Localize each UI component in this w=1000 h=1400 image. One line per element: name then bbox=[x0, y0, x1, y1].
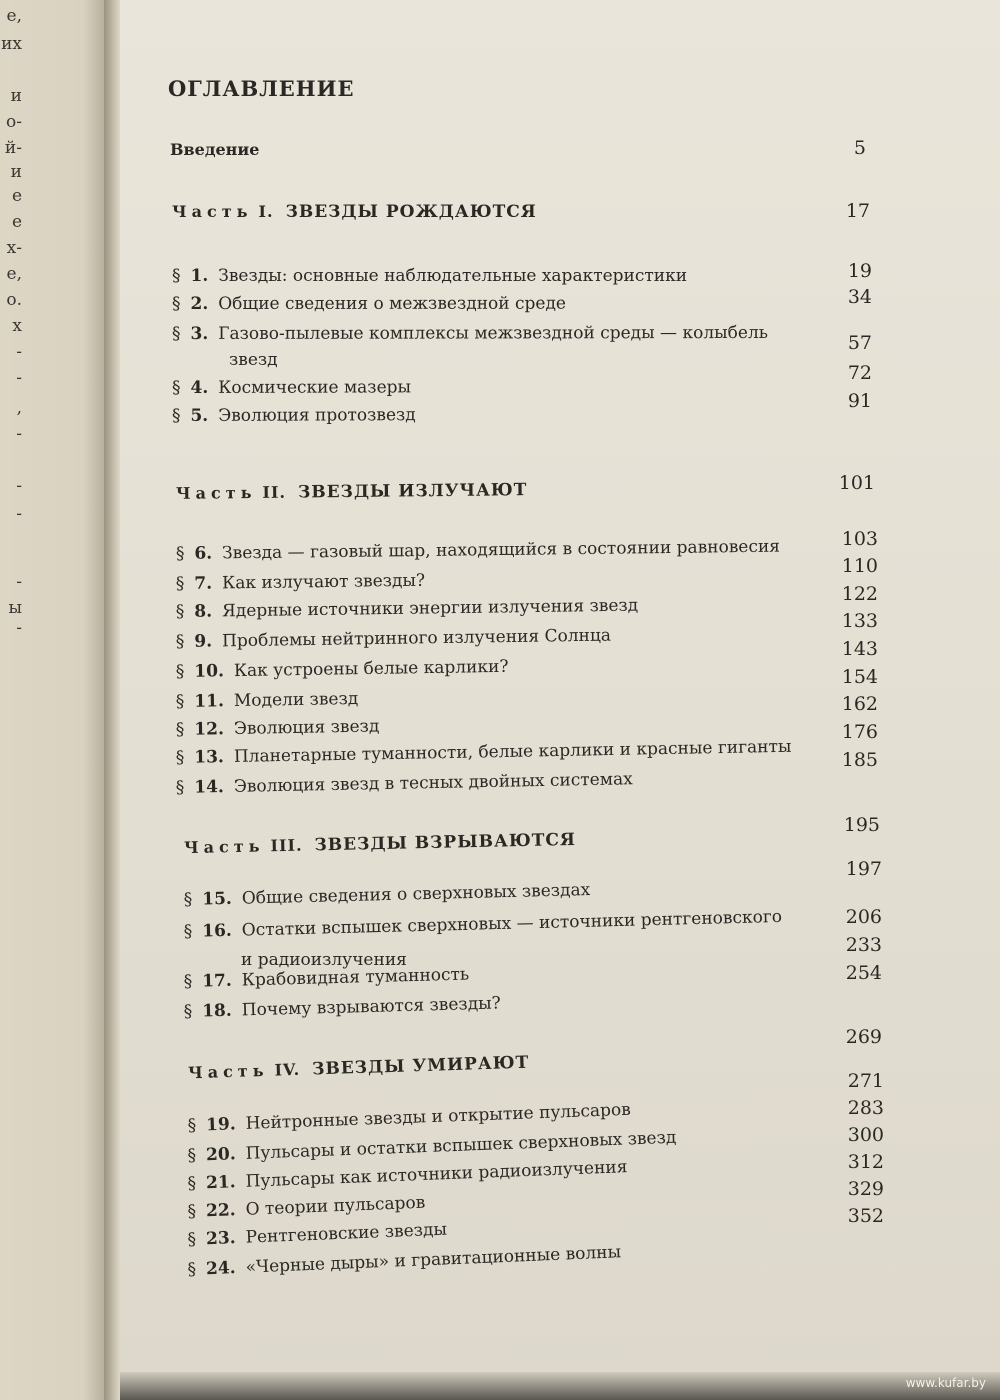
section-page: 312 bbox=[847, 1151, 884, 1173]
toc-entry[interactable] bbox=[172, 258, 687, 286]
part-number: IV. bbox=[274, 1059, 301, 1080]
left-fragment: - bbox=[16, 368, 22, 388]
section-number: 15. bbox=[202, 888, 233, 910]
left-fragment: - bbox=[16, 424, 22, 444]
section-number: 12. bbox=[194, 719, 225, 740]
section-title: Эволюция звезд в тесных двойных системах bbox=[233, 769, 633, 797]
section-page: 110 bbox=[841, 555, 878, 577]
section-page: 57 bbox=[847, 332, 872, 354]
section-number: 10. bbox=[194, 661, 225, 682]
left-fragment: - bbox=[16, 572, 22, 592]
section-symbol: § bbox=[187, 1115, 197, 1136]
left-fragment: - bbox=[16, 618, 22, 638]
left-fragment: х- bbox=[6, 238, 22, 258]
part-title: ЗВЕЗДЫ ИЗЛУЧАЮТ bbox=[297, 480, 528, 503]
section-number: 23. bbox=[205, 1228, 237, 1250]
section-symbol: § bbox=[171, 405, 181, 426]
part-label: Часть bbox=[172, 202, 253, 221]
section-page: 283 bbox=[847, 1097, 884, 1119]
section-symbol: § bbox=[183, 1001, 193, 1022]
section-title: Как излучают звезды? bbox=[221, 570, 426, 594]
section-page: 176 bbox=[841, 721, 878, 743]
part-title: ЗВЕЗДЫ РОЖДАЮТСЯ bbox=[285, 202, 537, 222]
section-page: 143 bbox=[841, 638, 878, 660]
part-page: 195 bbox=[843, 814, 880, 836]
section-title: Как устроены белые карлики? bbox=[233, 656, 509, 682]
section-title: Планетарные туманности, белые карлики и красные гиганты bbox=[233, 736, 792, 767]
section-page: 300 bbox=[847, 1124, 884, 1146]
section-symbol: § bbox=[175, 747, 185, 768]
part-label: Часть bbox=[183, 836, 265, 858]
section-symbol: § bbox=[187, 1173, 197, 1194]
section-symbol: § bbox=[175, 719, 185, 740]
section-symbol: § bbox=[175, 543, 185, 564]
section-page: 197 bbox=[845, 858, 882, 880]
section-title: Космические мазеры bbox=[218, 377, 412, 398]
section-symbol: § bbox=[187, 1201, 197, 1222]
section-title: Остатки вспышек сверхновых — источники рентгеновского bbox=[241, 906, 783, 941]
part-title: ЗВЕЗДЫ ВЗРЫВАЮТСЯ bbox=[314, 829, 577, 856]
part-label: Часть bbox=[187, 1060, 269, 1083]
section-page: 162 bbox=[841, 693, 878, 715]
left-fragment: е bbox=[11, 212, 22, 232]
section-title: О теории пульсаров bbox=[245, 1192, 426, 1220]
section-title: Модели звезд bbox=[233, 688, 359, 712]
left-fragment: и bbox=[10, 86, 22, 106]
toc-entry[interactable] bbox=[176, 529, 780, 564]
toc-entry[interactable] bbox=[176, 681, 359, 712]
section-title: Эволюция звезд bbox=[233, 716, 380, 739]
section-title: Крабовидная туманность bbox=[241, 964, 470, 991]
section-title: Нейтронные звезды и открытие пульсаров bbox=[245, 1099, 632, 1134]
part-page: 101 bbox=[838, 472, 875, 494]
left-fragment: о- bbox=[6, 112, 22, 132]
section-page: 34 bbox=[847, 286, 872, 308]
section-title: Звезда — газовый шар, находящийся в состоянии равновесия bbox=[222, 536, 781, 564]
intro-page: 5 bbox=[853, 137, 866, 159]
section-number: 22. bbox=[205, 1200, 237, 1222]
section-number: 16. bbox=[201, 920, 233, 942]
part-number: III. bbox=[270, 835, 303, 856]
section-page: 233 bbox=[845, 934, 882, 956]
section-symbol: § bbox=[175, 573, 185, 594]
page-title: ОГЛАВЛЕНИЕ bbox=[168, 76, 355, 101]
section-symbol: § bbox=[175, 631, 185, 652]
section-symbol: § bbox=[172, 266, 181, 286]
section-title: Пульсары как источники радиоизлучения bbox=[245, 1157, 628, 1192]
section-symbol: § bbox=[175, 691, 185, 712]
part-number: II. bbox=[262, 482, 287, 502]
left-fragment: е, bbox=[6, 264, 22, 284]
section-symbol: § bbox=[171, 377, 181, 398]
section-symbol: § bbox=[187, 1145, 197, 1166]
section-number: 3. bbox=[190, 323, 209, 344]
section-page: 91 bbox=[847, 390, 872, 412]
left-fragment: ы bbox=[8, 598, 22, 618]
section-title: Ядерные источники энергии излучения звезд bbox=[221, 595, 639, 622]
left-fragment: - bbox=[16, 504, 22, 524]
toc-entry[interactable] bbox=[172, 315, 768, 344]
part-title: ЗВЕЗДЫ УМИРАЮТ bbox=[311, 1052, 530, 1080]
left-fragment: о. bbox=[6, 290, 22, 310]
section-symbol: § bbox=[187, 1259, 197, 1280]
section-page: 185 bbox=[841, 749, 878, 771]
left-fragment: - bbox=[16, 342, 22, 362]
toc-entry-continuation bbox=[229, 342, 278, 370]
left-fragment: е bbox=[11, 186, 22, 206]
section-page: 133 bbox=[841, 610, 878, 632]
part-heading bbox=[172, 202, 537, 222]
section-symbol: § bbox=[175, 601, 185, 622]
section-number: 11. bbox=[194, 691, 225, 712]
section-symbol: § bbox=[171, 323, 181, 344]
section-title: Газово-пылевые комплексы межзвездной среды — колыбель bbox=[218, 322, 769, 344]
section-title: Звезды: основные наблюдательные характеристики bbox=[218, 266, 688, 286]
toc-entry[interactable] bbox=[172, 369, 411, 398]
section-page: 72 bbox=[847, 362, 872, 384]
left-fragment: х bbox=[12, 316, 22, 336]
section-symbol: § bbox=[171, 293, 181, 314]
section-title: Почему взрываются звезды? bbox=[241, 993, 502, 1021]
section-page: 19 bbox=[847, 260, 872, 282]
section-number: 2. bbox=[190, 293, 209, 314]
section-number: 14. bbox=[194, 777, 225, 798]
section-number: 19. bbox=[205, 1114, 237, 1136]
section-title: Общие сведения о межзвездной среде bbox=[218, 293, 566, 314]
left-fragment: и bbox=[10, 162, 22, 182]
section-page: 103 bbox=[841, 528, 878, 550]
section-number: 24. bbox=[205, 1258, 237, 1280]
section-number: 4. bbox=[190, 377, 209, 398]
section-title-line2: звезд bbox=[229, 350, 278, 370]
left-fragment: , bbox=[16, 398, 22, 418]
section-title: «Черные дыры» и гравитационные волны bbox=[245, 1242, 622, 1278]
watermark: www.kufar.by bbox=[905, 1376, 986, 1390]
part-page: 269 bbox=[845, 1026, 882, 1048]
toc-entry[interactable] bbox=[183, 985, 501, 1022]
section-number: 7. bbox=[194, 573, 213, 594]
part-page: 17 bbox=[845, 200, 870, 222]
section-symbol: § bbox=[175, 777, 185, 798]
part-label: Часть bbox=[175, 482, 257, 503]
left-fragment: й- bbox=[4, 138, 22, 158]
toc-entry[interactable] bbox=[176, 563, 426, 594]
intro-title: Введение bbox=[170, 140, 260, 159]
section-title: Общие сведения о сверхновых звездах bbox=[241, 880, 591, 909]
part-heading bbox=[176, 480, 528, 504]
section-number: 20. bbox=[205, 1144, 237, 1166]
section-page: 154 bbox=[841, 666, 878, 688]
section-number: 13. bbox=[194, 747, 225, 768]
section-page: 206 bbox=[845, 906, 882, 928]
section-page: 122 bbox=[841, 583, 878, 605]
section-title: Пульсары и остатки вспышек сверхновых звезд bbox=[245, 1127, 677, 1164]
toc-entry[interactable] bbox=[176, 708, 380, 740]
toc-entry[interactable] bbox=[172, 397, 416, 426]
section-page: 352 bbox=[847, 1205, 884, 1227]
toc-entry[interactable] bbox=[176, 649, 509, 682]
toc-entry[interactable] bbox=[172, 286, 566, 314]
section-number: 5. bbox=[190, 405, 209, 426]
section-page: 254 bbox=[845, 962, 882, 984]
section-page: 271 bbox=[847, 1070, 884, 1092]
section-number: 1. bbox=[190, 266, 209, 286]
part-number: I. bbox=[258, 202, 274, 221]
toc-entry[interactable] bbox=[176, 588, 639, 622]
toc-entry[interactable] bbox=[176, 618, 612, 652]
section-number: 9. bbox=[194, 631, 213, 652]
left-fragment: их bbox=[1, 34, 22, 54]
section-number: 8. bbox=[194, 601, 213, 622]
left-fragment: - bbox=[16, 476, 22, 496]
section-title: Проблемы нейтринного излучения Солнца bbox=[221, 625, 612, 652]
section-title-line2: и радиоизлучения bbox=[241, 950, 407, 970]
section-number: 17. bbox=[201, 970, 233, 992]
section-symbol: § bbox=[183, 889, 193, 910]
section-page: 329 bbox=[847, 1178, 884, 1200]
section-symbol: § bbox=[187, 1229, 197, 1250]
part-heading bbox=[188, 1053, 530, 1084]
left-fragment: е, bbox=[6, 6, 22, 26]
section-number: 21. bbox=[205, 1172, 237, 1194]
section-symbol: § bbox=[183, 971, 193, 992]
section-title: Рентгеновские звезды bbox=[245, 1219, 448, 1248]
section-number: 18. bbox=[201, 1000, 233, 1022]
section-title: Эволюция протозвезд bbox=[218, 405, 416, 426]
section-symbol: § bbox=[183, 921, 193, 942]
section-number: 6. bbox=[194, 543, 213, 564]
section-symbol: § bbox=[175, 661, 185, 682]
part-heading bbox=[184, 830, 576, 858]
